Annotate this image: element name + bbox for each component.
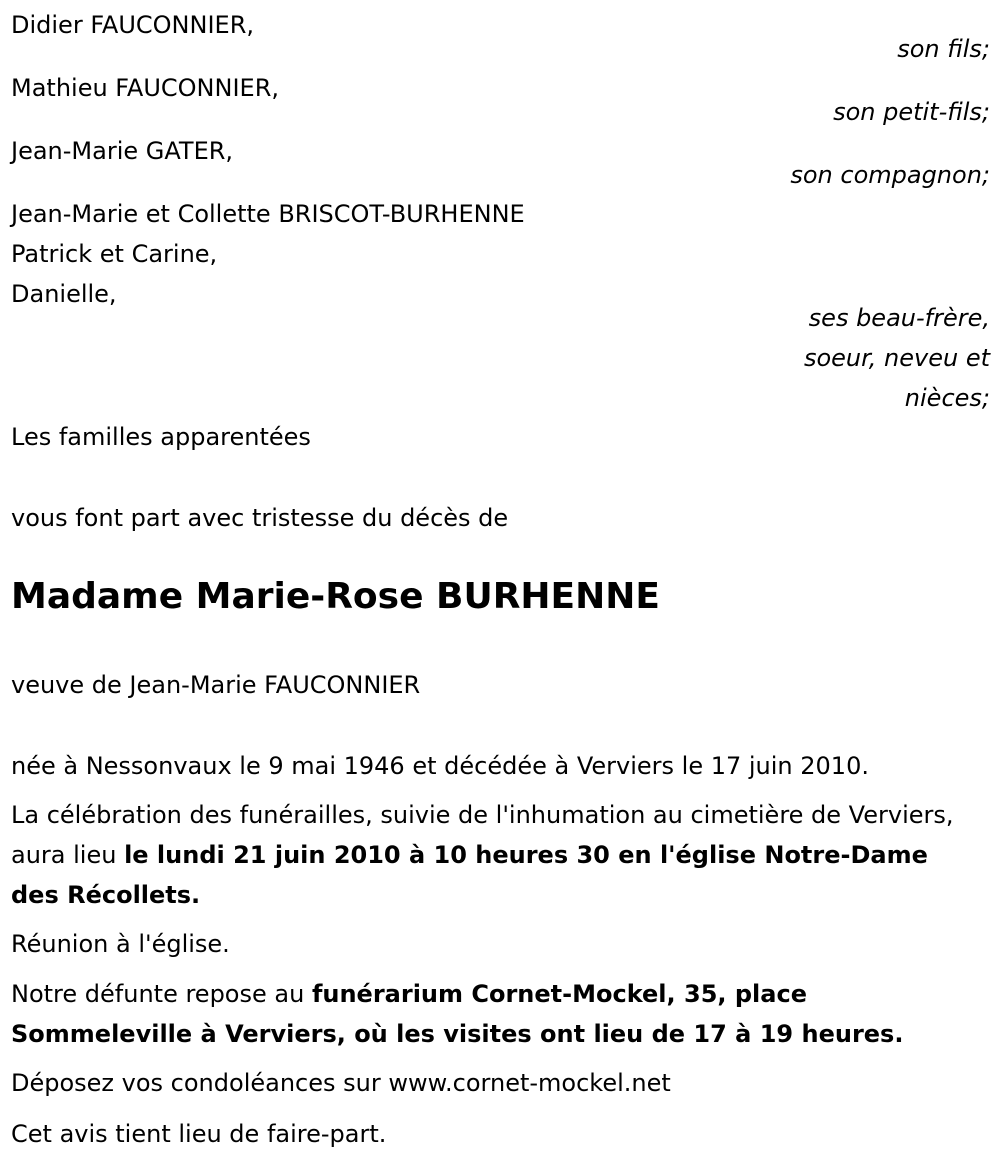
funeral-details: le lundi 21 juin 2010 à 10 heures 30 en l'église Notre-Dame des Récollets.	[11, 841, 928, 909]
funeral-intro: La célébration des funérailles, suivie de l'inhumation au cimetière de Verviers, aura lieu	[11, 801, 954, 869]
inlaws-role-2: soeur, neveu et	[803, 344, 990, 372]
inlaws-role-1: ses beau-frère,	[808, 304, 990, 332]
companion-name: Jean-Marie GATER,	[11, 137, 234, 165]
rest-paragraph	[11, 974, 981, 1054]
grandson-name: Mathieu FAUCONNIER,	[11, 74, 279, 102]
notice: Cet avis tient lieu de faire-part.	[11, 1120, 387, 1148]
rest-place: funérarium Cornet-Mockel, 35, place Sommeleville à Verviers, où les visites ont lieu de 17 à 19 heures.	[11, 980, 904, 1048]
inlaws-line-2: Patrick et Carine,	[11, 240, 218, 268]
related-families: Les familles apparentées	[11, 423, 311, 451]
funeral-paragraph	[11, 795, 981, 915]
rest-intro: Notre défunte repose au	[11, 980, 312, 1008]
son-role: son fils;	[897, 35, 990, 63]
birth-death-dates: née à Nessonvaux le 9 mai 1946 et décédée à Verviers le 17 juin 2010.	[11, 752, 869, 780]
deceased-name: Madame Marie-Rose BURHENNE	[11, 576, 661, 617]
son-name: Didier FAUCONNIER,	[11, 11, 254, 39]
inlaws-line-1: Jean-Marie et Collette BRISCOT-BURHENNE	[11, 200, 525, 228]
inlaws-line-3: Danielle,	[11, 280, 117, 308]
announcement: vous font part avec tristesse du décès de	[11, 504, 509, 532]
condolences: Déposez vos condoléances sur www.cornet-mockel.net	[11, 1069, 671, 1097]
inlaws-role-3: nièces;	[904, 384, 990, 412]
reunion: Réunion à l'église.	[11, 930, 230, 958]
widow-of: veuve de Jean-Marie FAUCONNIER	[11, 671, 421, 699]
grandson-role: son petit-fils;	[833, 98, 990, 126]
companion-role: son compagnon;	[790, 161, 990, 189]
